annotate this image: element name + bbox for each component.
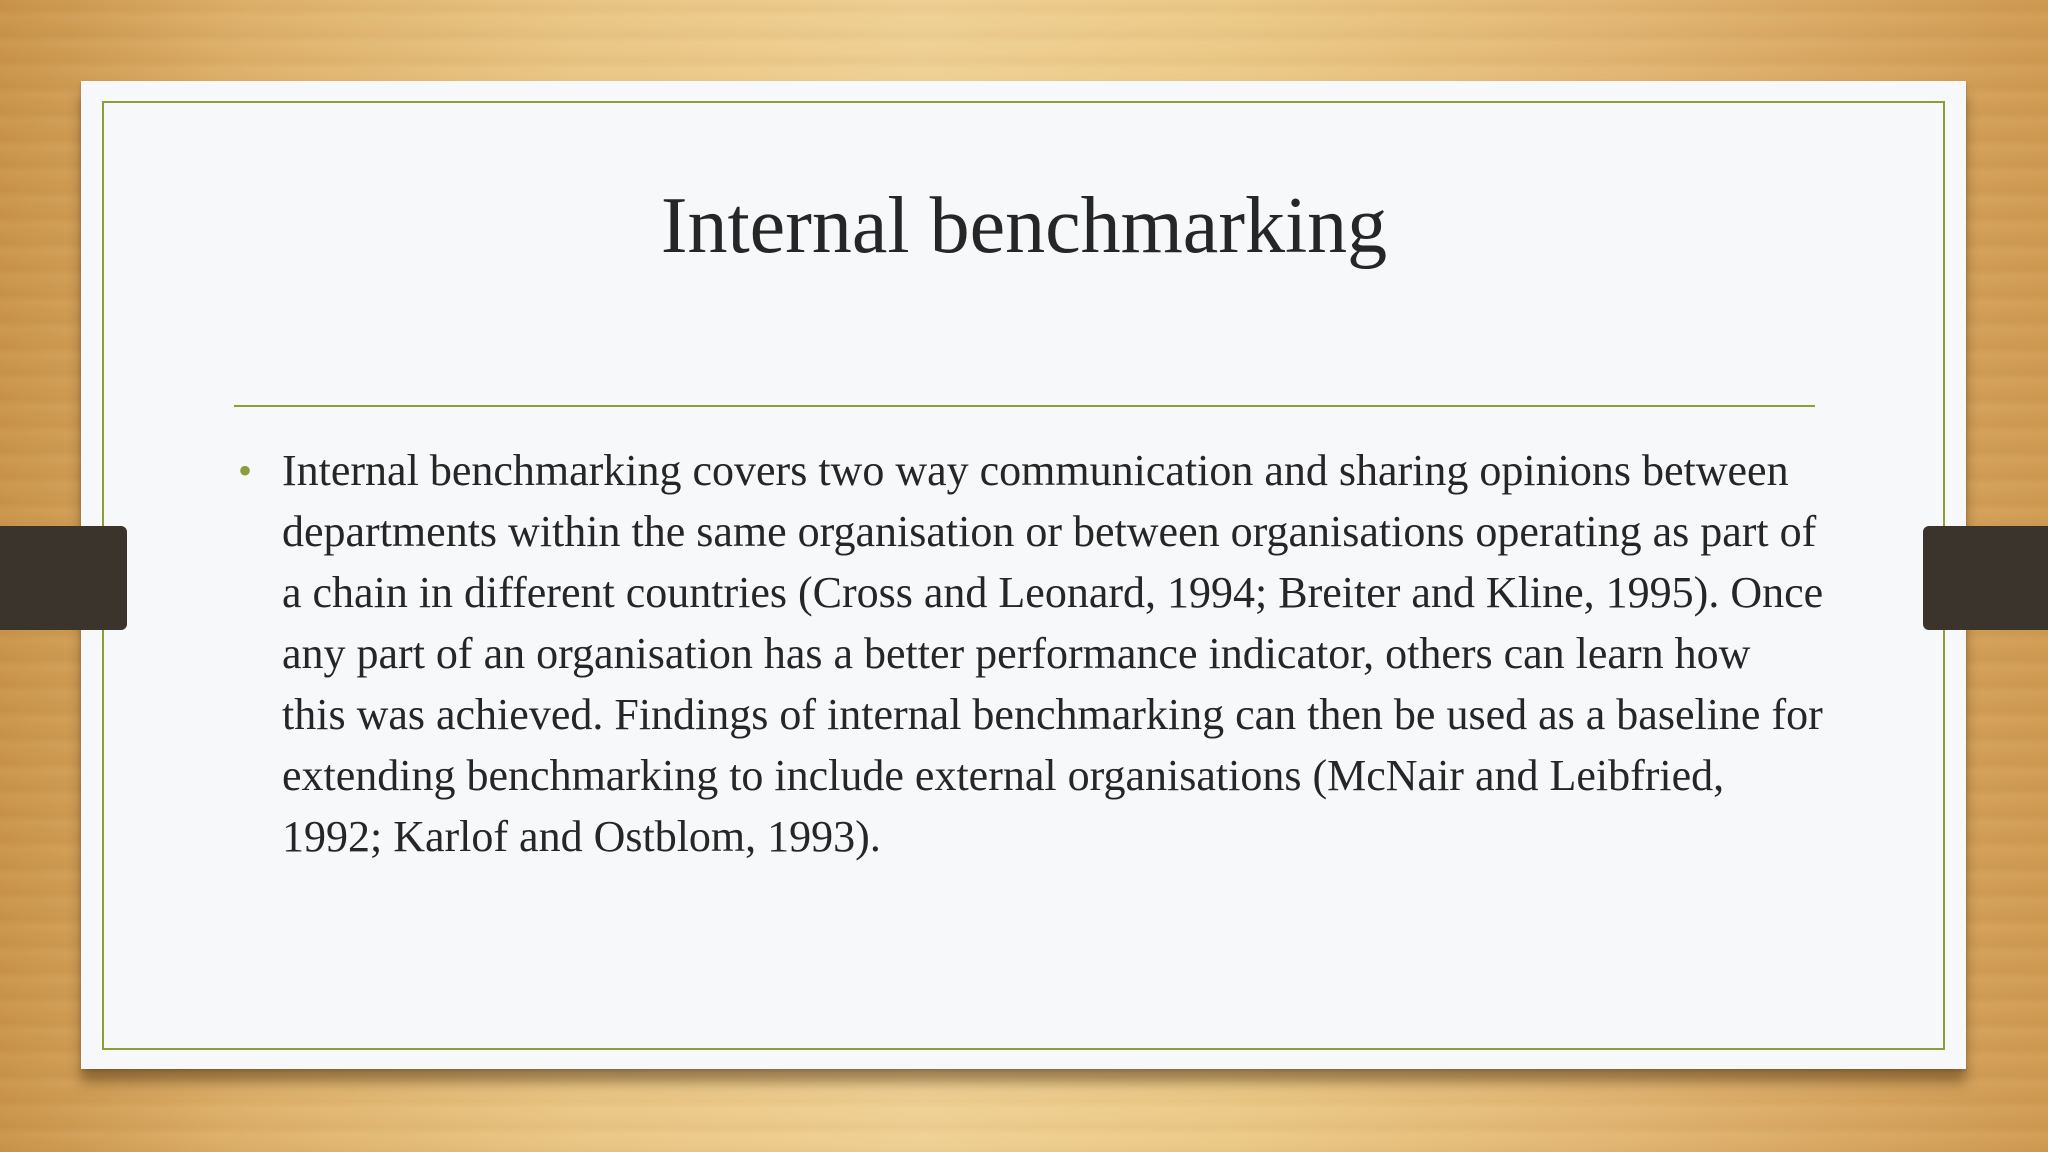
right-binder-clip (1923, 526, 2048, 630)
bullet-marker: • (238, 448, 253, 493)
bullet-text: Internal benchmarking covers two way communication and sharing opinions between departments within the same organisation or between organisations operating as part of a chain in different countries (Cross and Leonard, 1994; Breiter and Kline, 1995). Once any part of an organisation has a better performance indicator, others can learn how this was achieved. Findings of internal benchmarking can then be used as a baseline for extending benchmarking to include external organisations (McNair and Leibfried, 1992; Karlof and Ostblom, 1993). (282, 446, 1824, 861)
bullet-list (234, 440, 1824, 867)
bullet-item (234, 440, 1824, 867)
left-binder-clip (0, 526, 127, 630)
title-divider (234, 405, 1815, 407)
slide-title: Internal benchmarking (660, 182, 1388, 270)
